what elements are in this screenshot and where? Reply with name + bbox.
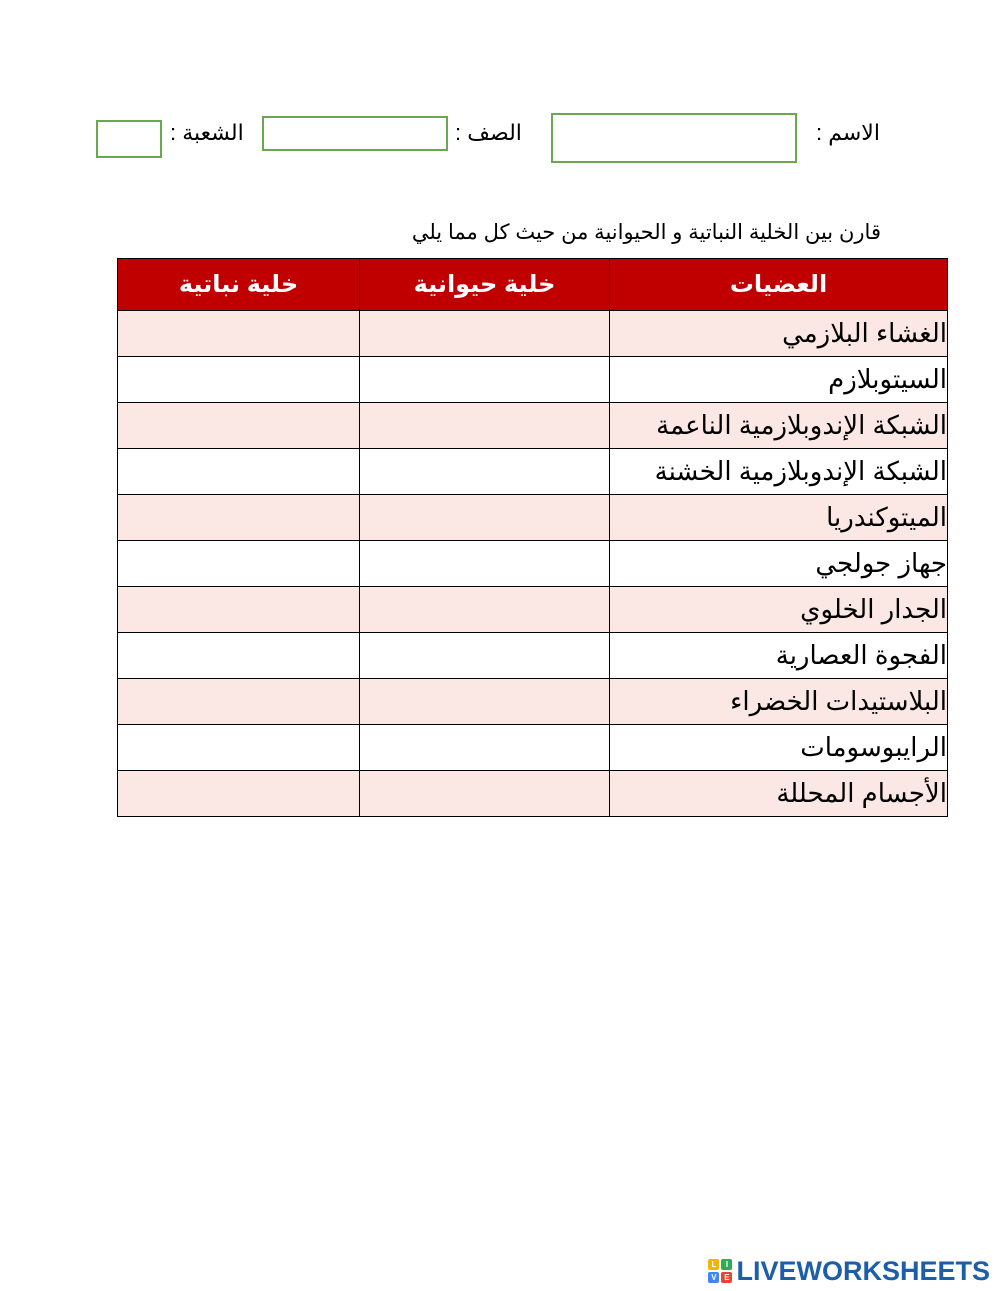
animal-cell-answer[interactable] bbox=[360, 403, 610, 449]
name-label: الاسم : bbox=[816, 120, 880, 145]
table-row bbox=[118, 495, 948, 541]
plant-cell-answer[interactable] bbox=[118, 771, 360, 817]
table-row bbox=[118, 449, 948, 495]
liveworksheets-logo bbox=[708, 1254, 990, 1288]
name-input[interactable] bbox=[551, 113, 797, 163]
column-header-plant-cell: خلية نباتية bbox=[118, 259, 360, 311]
section-label: الشعبة : bbox=[170, 120, 244, 145]
comparison-table bbox=[117, 258, 948, 817]
plant-cell-answer[interactable] bbox=[118, 679, 360, 725]
animal-cell-answer[interactable] bbox=[360, 495, 610, 541]
animal-cell-answer[interactable] bbox=[360, 357, 610, 403]
table-row bbox=[118, 771, 948, 817]
logo-tile-i: I bbox=[721, 1259, 732, 1270]
organelle-cell: الغشاء البلازمي bbox=[610, 311, 948, 357]
table-row bbox=[118, 587, 948, 633]
organelle-cell: البلاستيدات الخضراء bbox=[610, 679, 948, 725]
logo-tile-l: L bbox=[708, 1259, 719, 1270]
organelle-cell: جهاز جولجي bbox=[610, 541, 948, 587]
table-row bbox=[118, 357, 948, 403]
organelle-cell: الشبكة الإندوبلازمية الناعمة bbox=[610, 403, 948, 449]
table-row bbox=[118, 541, 948, 587]
organelle-cell: الفجوة العصارية bbox=[610, 633, 948, 679]
organelle-cell: السيتوبلازم bbox=[610, 357, 948, 403]
table-header-row bbox=[118, 259, 948, 311]
column-header-animal-cell: خلية حيوانية bbox=[360, 259, 610, 311]
table-row bbox=[118, 679, 948, 725]
plant-cell-answer[interactable] bbox=[118, 495, 360, 541]
logo-tile-v: V bbox=[708, 1272, 719, 1283]
plant-cell-answer[interactable] bbox=[118, 633, 360, 679]
class-label: الصف : bbox=[455, 120, 522, 145]
organelle-cell: الشبكة الإندوبلازمية الخشنة bbox=[610, 449, 948, 495]
table-row bbox=[118, 633, 948, 679]
plant-cell-answer[interactable] bbox=[118, 357, 360, 403]
plant-cell-answer[interactable] bbox=[118, 449, 360, 495]
table-row bbox=[118, 725, 948, 771]
liveworksheets-logo-icon bbox=[708, 1259, 732, 1283]
animal-cell-answer[interactable] bbox=[360, 725, 610, 771]
plant-cell-answer[interactable] bbox=[118, 587, 360, 633]
logo-tile-e: E bbox=[721, 1272, 732, 1283]
animal-cell-answer[interactable] bbox=[360, 679, 610, 725]
table-row bbox=[118, 403, 948, 449]
animal-cell-answer[interactable] bbox=[360, 633, 610, 679]
plant-cell-answer[interactable] bbox=[118, 403, 360, 449]
organelle-cell: الأجسام المحللة bbox=[610, 771, 948, 817]
class-input[interactable] bbox=[262, 116, 448, 151]
organelle-cell: الجدار الخلوي bbox=[610, 587, 948, 633]
animal-cell-answer[interactable] bbox=[360, 771, 610, 817]
plant-cell-answer[interactable] bbox=[118, 541, 360, 587]
plant-cell-answer[interactable] bbox=[118, 725, 360, 771]
animal-cell-answer[interactable] bbox=[360, 311, 610, 357]
animal-cell-answer[interactable] bbox=[360, 541, 610, 587]
organelle-cell: الرايبوسومات bbox=[610, 725, 948, 771]
logo-text: LIVEWORKSHEETS bbox=[736, 1255, 990, 1286]
animal-cell-answer[interactable] bbox=[360, 587, 610, 633]
table-row bbox=[118, 311, 948, 357]
plant-cell-answer[interactable] bbox=[118, 311, 360, 357]
column-header-organelles: العضيات bbox=[610, 259, 948, 311]
instruction-text: قارن بين الخلية النباتية و الحيوانية من حيث كل مما يلي bbox=[411, 221, 881, 244]
section-input[interactable] bbox=[96, 120, 162, 158]
animal-cell-answer[interactable] bbox=[360, 449, 610, 495]
organelle-cell: الميتوكندريا bbox=[610, 495, 948, 541]
